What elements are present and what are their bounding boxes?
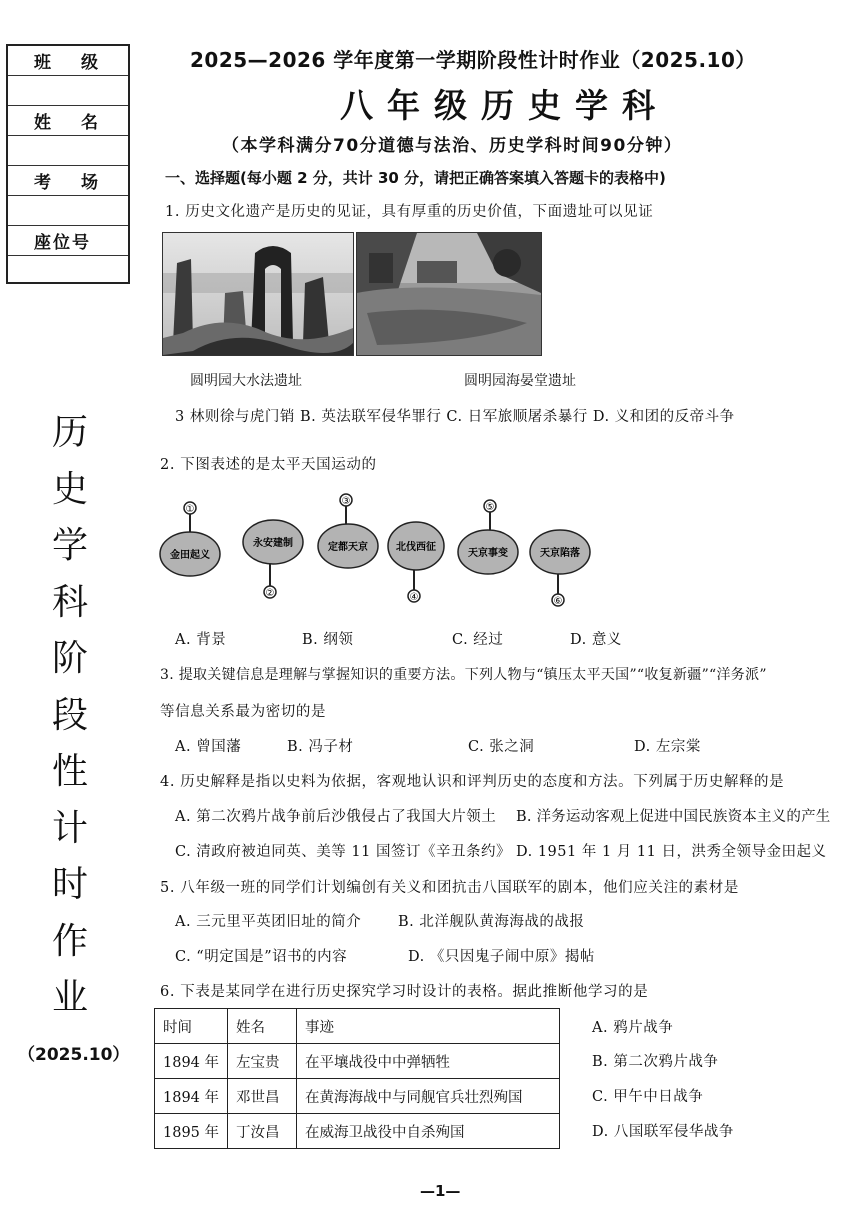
q6-option-a: A. 鸦片战争 xyxy=(592,1020,674,1036)
caption-dashuifa: 圆明园大水法遗址 xyxy=(190,373,302,389)
q6-option-c: C. 甲午中日战争 xyxy=(592,1089,704,1105)
table-row xyxy=(155,1044,560,1079)
table-row xyxy=(155,1079,560,1114)
node-label: 永安建制 xyxy=(253,538,293,549)
name-label: 姓名 xyxy=(8,106,128,136)
table-row xyxy=(155,1114,560,1149)
q6-stem: 6. 下表是某同学在进行历史探究学习时设计的表格。据此推断他学习的是 xyxy=(160,984,649,1000)
side-char: 作 xyxy=(51,920,88,962)
exam-note: （本学科满分70分道德与法治、历史学科时间90分钟） xyxy=(222,136,683,156)
marker-1: ① xyxy=(185,504,195,515)
exam-title: 2025—2026 学年度第一学期阶段性计时作业（2025.10） xyxy=(190,48,756,72)
q5-stem: 5. 八年级一班的同学们计划编创有关义和团抗击八国联军的剧本，他们应关注的素材是 xyxy=(160,880,739,896)
q4-stem: 4. 历史解释是指以史料为依据，客观地认识和评判历史的态度和方法。下列属于历史解释的是 xyxy=(160,774,785,790)
marker-5: ⑤ xyxy=(485,502,495,513)
side-date: （2025.10） xyxy=(18,1045,130,1065)
q3-stem-line2: 等信息关系最为密切的是 xyxy=(160,704,327,720)
class-field[interactable] xyxy=(8,76,128,106)
side-char: 科 xyxy=(51,581,88,623)
q4-option-a: A. 第二次鸦片战争前后沙俄侵占了我国大片领土 xyxy=(175,809,497,825)
side-char: 段 xyxy=(51,694,88,736)
q3-option-b: B. 冯子材 xyxy=(287,739,354,755)
marker-3: ③ xyxy=(341,496,351,507)
room-label: 考场 xyxy=(8,166,128,196)
q2-option-c: C. 经过 xyxy=(452,632,504,648)
node-yongan xyxy=(243,520,303,599)
node-label: 天京事变 xyxy=(468,548,508,559)
side-char: 时 xyxy=(51,864,88,905)
node-fall xyxy=(530,530,590,607)
table-cell: 1894 年 xyxy=(155,1079,228,1114)
table-header: 姓名 xyxy=(228,1009,297,1044)
q2-stem: 2. 下图表述的是太平天国运动的 xyxy=(160,457,377,473)
table-cell: 在平壤战役中中弹牺牲 xyxy=(297,1044,560,1079)
table-header-row xyxy=(155,1009,560,1044)
heroes-table xyxy=(154,1008,560,1149)
marker-6: ⑥ xyxy=(553,596,563,607)
taiping-flow-diagram xyxy=(158,488,598,617)
table-cell: 在黄海海战中与同舰官兵壮烈殉国 xyxy=(297,1079,560,1114)
node-label: 天京陷落 xyxy=(540,548,580,559)
marker-2: ② xyxy=(265,588,275,599)
q1-options: 3 林则徐与虎门销 B. 英法联军侵华罪行 C. 日军旅顺屠杀暴行 D. 义和团的反帝斗争 xyxy=(175,409,735,425)
side-char: 历 xyxy=(51,412,88,453)
node-label: 金田起义 xyxy=(170,550,210,561)
node-label: 定都天京 xyxy=(328,542,368,553)
table-cell: 1895 年 xyxy=(155,1114,228,1149)
q5-option-a: A. 三元里平英团旧址的简介 xyxy=(175,914,362,930)
caption-haiyantang: 圆明园海晏堂遗址 xyxy=(464,373,576,389)
subject-title: 八年级历史学科 xyxy=(340,86,669,125)
q5-option-b: B. 北洋舰队黄海海战的战报 xyxy=(398,914,585,930)
table-cell: 邓世昌 xyxy=(228,1079,297,1114)
student-info-box xyxy=(6,44,130,284)
side-char: 计 xyxy=(51,807,88,849)
node-jintian xyxy=(160,502,220,576)
photo-haiyantang-ruins xyxy=(356,232,542,356)
q3-option-a: A. 曾国藩 xyxy=(175,739,242,755)
side-char: 史 xyxy=(51,468,88,510)
section-heading: 一、选择题(每小题 2 分，共计 30 分，请把正确答案填入答题卡的表格中) xyxy=(165,169,666,187)
q6-option-d: D. 八国联军侵华战争 xyxy=(592,1124,734,1140)
table-cell: 丁汝昌 xyxy=(228,1114,297,1149)
q2-option-d: D. 意义 xyxy=(570,632,622,648)
side-char: 学 xyxy=(51,525,88,566)
marker-4: ④ xyxy=(409,592,419,603)
node-label: 北伐西征 xyxy=(396,542,436,553)
side-char: 阶 xyxy=(51,638,88,679)
class-label: 班级 xyxy=(8,46,128,76)
seat-field[interactable] xyxy=(8,256,128,285)
q4-option-b: B. 洋务运动客观上促进中国民族资本主义的产生 xyxy=(516,809,831,825)
table-cell: 左宝贵 xyxy=(228,1044,297,1079)
page-number: —1— xyxy=(420,1182,461,1200)
q3-option-d: D. 左宗棠 xyxy=(634,739,701,755)
side-vertical-title xyxy=(50,405,90,1027)
q4-option-d: D. 1951 年 1 月 11 日，洪秀全领导金田起义 xyxy=(516,844,827,860)
q4-option-c: C. 清政府被迫同英、美等 11 国签订《辛丑条约》 xyxy=(175,844,511,860)
q3-stem-line1: 3. 提取关键信息是理解与掌握知识的重要方法。下列人物与“镇压太平天国”“收复新疆”“洋务派” xyxy=(160,667,767,683)
q2-option-b: B. 纲领 xyxy=(302,632,354,648)
side-char: 业 xyxy=(51,977,88,1018)
q1-stem: 1. 历史文化遗产是历史的见证，具有厚重的历史价值，下面遗址可以见证 xyxy=(165,204,654,220)
table-header: 时间 xyxy=(155,1009,228,1044)
side-char: 性 xyxy=(51,751,88,792)
node-beifa xyxy=(388,522,444,603)
q2-option-a: A. 背景 xyxy=(175,632,227,648)
table-header: 事迹 xyxy=(297,1009,560,1044)
q3-option-c: C. 张之洞 xyxy=(468,739,535,755)
table-cell: 在威海卫战役中自杀殉国 xyxy=(297,1114,560,1149)
q5-option-c: C. “明定国是”诏书的内容 xyxy=(175,949,348,965)
table-cell: 1894 年 xyxy=(155,1044,228,1079)
q5-option-d: D. 《只因鬼子闹中原》揭帖 xyxy=(408,949,595,965)
node-tianjing-incident xyxy=(458,500,518,574)
name-field[interactable] xyxy=(8,136,128,166)
node-tianjing xyxy=(318,494,378,568)
seat-label: 座位号 xyxy=(8,226,128,256)
photo-dashuifa-ruins xyxy=(162,232,354,356)
q6-option-b: B. 第二次鸦片战争 xyxy=(592,1054,719,1070)
room-field[interactable] xyxy=(8,196,128,226)
